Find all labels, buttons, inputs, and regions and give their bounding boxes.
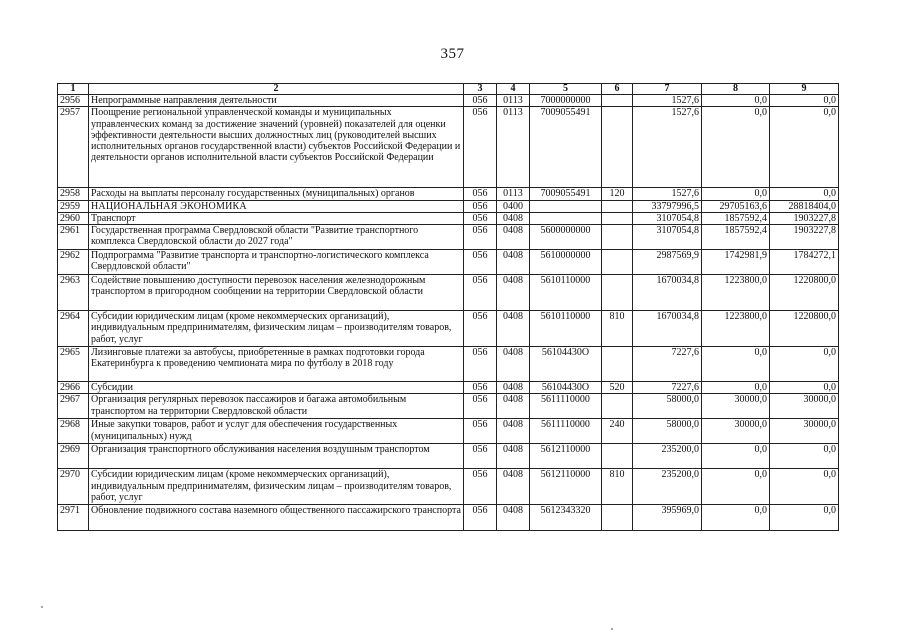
table-row — [58, 95, 839, 107]
table-row — [58, 225, 839, 250]
expense-type-code: 810 — [602, 311, 633, 347]
target-article-code: 7009055491 — [530, 188, 602, 200]
amount-col-8: 0,0 — [702, 505, 770, 531]
admin-code: 056 — [464, 394, 497, 419]
section-code: 0400 — [497, 200, 530, 212]
section-code: 0408 — [497, 311, 530, 347]
amount-col-8: 1223800,0 — [702, 275, 770, 311]
row-number: 2969 — [58, 444, 89, 469]
target-article-code — [530, 200, 602, 212]
scan-speck — [611, 628, 613, 630]
amount-col-9: 0,0 — [770, 107, 839, 188]
table-row — [58, 275, 839, 311]
amount-col-8: 0,0 — [702, 188, 770, 200]
section-code: 0408 — [497, 382, 530, 394]
section-code: 0113 — [497, 188, 530, 200]
amount-col-8: 0,0 — [702, 469, 770, 505]
row-description: Субсидии — [89, 382, 464, 394]
amount-col-9: 0,0 — [770, 444, 839, 469]
row-number: 2966 — [58, 382, 89, 394]
column-header: 8 — [702, 84, 770, 95]
target-article-code: 56104430О — [530, 347, 602, 382]
expense-type-code — [602, 505, 633, 531]
column-header: 3 — [464, 84, 497, 95]
amount-col-7: 2987569,9 — [633, 250, 702, 275]
table-row — [58, 444, 839, 469]
section-code: 0408 — [497, 212, 530, 224]
section-code: 0113 — [497, 107, 530, 188]
expense-type-code — [602, 394, 633, 419]
amount-col-8: 29705163,6 — [702, 200, 770, 212]
row-description: Организация регулярных перевозок пассажиров и багажа автомобильным транспортом на территории Свердловской области — [89, 394, 464, 419]
table-row — [58, 347, 839, 382]
section-code: 0408 — [497, 419, 530, 444]
target-article-code — [530, 212, 602, 224]
amount-col-7: 7227,6 — [633, 347, 702, 382]
row-description: Расходы на выплаты персоналу государственных (муниципальных) органов — [89, 188, 464, 200]
column-header: 7 — [633, 84, 702, 95]
amount-col-9: 0,0 — [770, 469, 839, 505]
target-article-code: 5612110000 — [530, 469, 602, 505]
admin-code: 056 — [464, 419, 497, 444]
amount-col-9: 0,0 — [770, 95, 839, 107]
amount-col-8: 30000,0 — [702, 394, 770, 419]
row-number: 2962 — [58, 250, 89, 275]
target-article-code: 5612110000 — [530, 444, 602, 469]
target-article-code: 5610000000 — [530, 250, 602, 275]
admin-code: 056 — [464, 275, 497, 311]
table-row — [58, 200, 839, 212]
row-number: 2970 — [58, 469, 89, 505]
row-number: 2961 — [58, 225, 89, 250]
expense-type-code — [602, 200, 633, 212]
expense-type-code — [602, 275, 633, 311]
amount-col-8: 0,0 — [702, 382, 770, 394]
row-description: Обновление подвижного состава наземного общественного пассажирского транспорта — [89, 505, 464, 531]
section-code: 0408 — [497, 505, 530, 531]
admin-code: 056 — [464, 311, 497, 347]
amount-col-7: 7227,6 — [633, 382, 702, 394]
admin-code: 056 — [464, 188, 497, 200]
header-row — [58, 84, 839, 95]
admin-code: 056 — [464, 95, 497, 107]
row-description: Иные закупки товаров, работ и услуг для обеспечения государственных (муниципальных) нужд — [89, 419, 464, 444]
amount-col-9: 0,0 — [770, 347, 839, 382]
amount-col-7: 58000,0 — [633, 394, 702, 419]
row-number: 2958 — [58, 188, 89, 200]
expense-type-code — [602, 107, 633, 188]
row-number: 2963 — [58, 275, 89, 311]
amount-col-9: 0,0 — [770, 505, 839, 531]
row-number: 2960 — [58, 212, 89, 224]
row-description: Организация транспортного обслуживания населения воздушным транспортом — [89, 444, 464, 469]
row-description: Субсидии юридическим лицам (кроме некоммерческих организаций), индивидуальным предпринимателям, физическим лицам – производителям товаров, работ, услуг — [89, 469, 464, 505]
amount-col-9: 30000,0 — [770, 394, 839, 419]
table-row — [58, 212, 839, 224]
amount-col-7: 395969,0 — [633, 505, 702, 531]
row-number: 2957 — [58, 107, 89, 188]
target-article-code: 5612343320 — [530, 505, 602, 531]
row-description: Непрограммные направления деятельности — [89, 95, 464, 107]
admin-code: 056 — [464, 250, 497, 275]
section-code: 0408 — [497, 444, 530, 469]
section-code: 0408 — [497, 394, 530, 419]
amount-col-8: 1742981,9 — [702, 250, 770, 275]
expense-type-code — [602, 212, 633, 224]
amount-col-7: 1527,6 — [633, 95, 702, 107]
section-code: 0408 — [497, 250, 530, 275]
expense-type-code: 520 — [602, 382, 633, 394]
page-number: 357 — [440, 46, 465, 62]
amount-col-9: 0,0 — [770, 188, 839, 200]
expense-type-code — [602, 444, 633, 469]
row-number: 2971 — [58, 505, 89, 531]
row-number: 2956 — [58, 95, 89, 107]
amount-col-7: 58000,0 — [633, 419, 702, 444]
table-row — [58, 188, 839, 200]
amount-col-7: 3107054,8 — [633, 225, 702, 250]
amount-col-8: 30000,0 — [702, 419, 770, 444]
amount-col-9: 1784272,1 — [770, 250, 839, 275]
amount-col-7: 3107054,8 — [633, 212, 702, 224]
target-article-code: 5610110000 — [530, 311, 602, 347]
row-number: 2967 — [58, 394, 89, 419]
row-number: 2964 — [58, 311, 89, 347]
admin-code: 056 — [464, 200, 497, 212]
amount-col-7: 1670034,8 — [633, 275, 702, 311]
table-row — [58, 394, 839, 419]
amount-col-9: 1903227,8 — [770, 212, 839, 224]
table-row — [58, 469, 839, 505]
row-number: 2965 — [58, 347, 89, 382]
budget-table — [57, 83, 839, 531]
amount-col-7: 1527,6 — [633, 188, 702, 200]
row-number: 2959 — [58, 200, 89, 212]
section-code: 0113 — [497, 95, 530, 107]
amount-col-9: 28818404,0 — [770, 200, 839, 212]
admin-code: 056 — [464, 444, 497, 469]
amount-col-8: 0,0 — [702, 95, 770, 107]
admin-code: 056 — [464, 225, 497, 250]
section-code: 0408 — [497, 225, 530, 250]
expense-type-code — [602, 250, 633, 275]
amount-col-8: 1857592,4 — [702, 225, 770, 250]
amount-col-8: 0,0 — [702, 107, 770, 188]
row-description: Государственная программа Свердловской области "Развитие транспортного комплекса Свердловской области до 2027 года" — [89, 225, 464, 250]
section-code: 0408 — [497, 469, 530, 505]
column-header: 2 — [89, 84, 464, 95]
target-article-code: 5611110000 — [530, 394, 602, 419]
amount-col-8: 0,0 — [702, 444, 770, 469]
target-article-code: 7000000000 — [530, 95, 602, 107]
admin-code: 056 — [464, 347, 497, 382]
admin-code: 056 — [464, 469, 497, 505]
row-description: Подпрограмма "Развитие транспорта и транспортно-логистического комплекса Свердловской области" — [89, 250, 464, 275]
expense-type-code — [602, 347, 633, 382]
row-description: Транспорт — [89, 212, 464, 224]
expense-type-code: 810 — [602, 469, 633, 505]
section-code: 0408 — [497, 275, 530, 311]
expense-type-code — [602, 95, 633, 107]
table-row — [58, 419, 839, 444]
target-article-code: 5610110000 — [530, 275, 602, 311]
column-header: 5 — [530, 84, 602, 95]
expense-type-code — [602, 225, 633, 250]
amount-col-8: 1223800,0 — [702, 311, 770, 347]
amount-col-7: 235200,0 — [633, 469, 702, 505]
amount-col-9: 1220800,0 — [770, 311, 839, 347]
table-body — [58, 95, 839, 531]
column-header: 1 — [58, 84, 89, 95]
table-row — [58, 107, 839, 188]
column-header: 4 — [497, 84, 530, 95]
column-header: 6 — [602, 84, 633, 95]
target-article-code: 5611110000 — [530, 419, 602, 444]
amount-col-9: 1220800,0 — [770, 275, 839, 311]
amount-col-9: 30000,0 — [770, 419, 839, 444]
admin-code: 056 — [464, 382, 497, 394]
row-description: Лизинговые платежи за автобусы, приобретенные в рамках подготовки города Екатеринбурга к проведению чемпионата мира по футболу в 2018 году — [89, 347, 464, 382]
table-row — [58, 505, 839, 531]
target-article-code: 5600000000 — [530, 225, 602, 250]
admin-code: 056 — [464, 212, 497, 224]
row-description: Содействие повышению доступности перевозок населения железнодорожным транспортом в пригородном сообщении на территории Свердловской области — [89, 275, 464, 311]
admin-code: 056 — [464, 107, 497, 188]
table-row — [58, 311, 839, 347]
row-description: Поощрение региональной управленческой команды и муниципальных управленческих команд за достижение значений (уровней) показателей для оценки эффективности деятельности высших должностных лиц (руководителей высших исполнительных органов государственной власти) субъектов Российской Федерации и деятельности органов исполнительной власти субъектов Российской Федерации — [89, 107, 464, 188]
table-row — [58, 382, 839, 394]
target-article-code: 56104430О — [530, 382, 602, 394]
section-code: 0408 — [497, 347, 530, 382]
amount-col-7: 235200,0 — [633, 444, 702, 469]
amount-col-9: 0,0 — [770, 382, 839, 394]
amount-col-9: 1903227,8 — [770, 225, 839, 250]
amount-col-7: 1527,6 — [633, 107, 702, 188]
row-description: НАЦИОНАЛЬНАЯ ЭКОНОМИКА — [89, 200, 464, 212]
expense-type-code: 240 — [602, 419, 633, 444]
row-description: Субсидии юридическим лицам (кроме некоммерческих организаций), индивидуальным предпринимателям, физическим лицам – производителям товаров, работ, услуг — [89, 311, 464, 347]
expense-type-code: 120 — [602, 188, 633, 200]
admin-code: 056 — [464, 505, 497, 531]
amount-col-8: 1857592,4 — [702, 212, 770, 224]
table-row — [58, 250, 839, 275]
row-number: 2968 — [58, 419, 89, 444]
amount-col-7: 33797996,5 — [633, 200, 702, 212]
amount-col-7: 1670034,8 — [633, 311, 702, 347]
target-article-code: 7009055491 — [530, 107, 602, 188]
scan-speck — [41, 606, 43, 608]
column-header: 9 — [770, 84, 839, 95]
amount-col-8: 0,0 — [702, 347, 770, 382]
